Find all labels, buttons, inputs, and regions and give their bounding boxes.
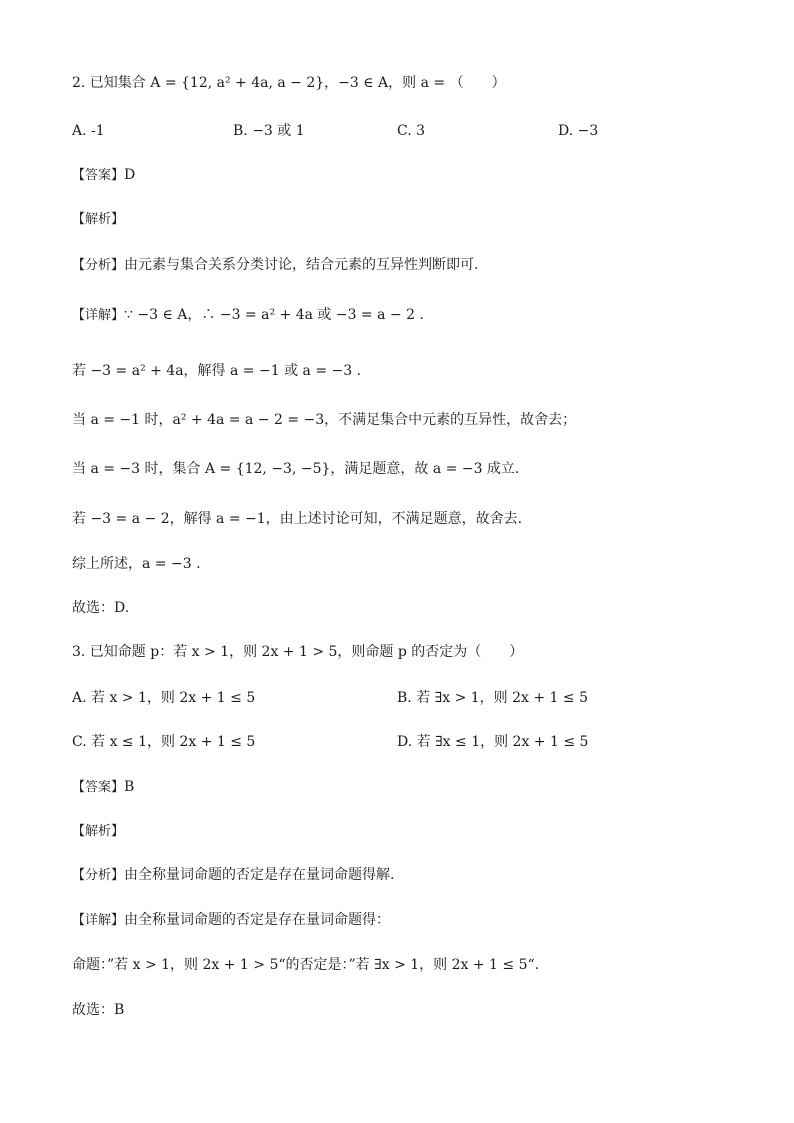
fenxi-label: 【分析】 bbox=[72, 868, 125, 883]
q2-line-1: 若 −3 = a² + 4a，解得 a = −1 或 a = −3 . bbox=[72, 363, 362, 379]
q3-option-d: D. 若 ∃x ≤ 1，则 2x + 1 ≤ 5 bbox=[397, 734, 589, 750]
q2-answer bbox=[72, 166, 135, 185]
q2-stem: 2. 已知集合 A = {12, a² + 4a, a − 2}，−3 ∈ A，则 a = （ ） bbox=[72, 75, 506, 91]
analysis-label: 【解析】 bbox=[72, 824, 125, 839]
q2-line-4: 若 −3 = a − 2，解得 a = −1，由上述讨论可知，不满足题意，故舍去. bbox=[72, 511, 523, 527]
answer-value: D bbox=[124, 167, 136, 183]
fenxi-text: 由元素与集合关系分类讨论，结合元素的互异性判断即可. bbox=[124, 257, 479, 273]
q2-analysis-label bbox=[72, 210, 124, 229]
detail-text: 由全称量词命题的否定是存在量词命题得： bbox=[124, 912, 391, 928]
q3-stem: 3. 已知命题 p：若 x > 1，则 2x + 1 > 5，则命题 p 的否定为（ ） bbox=[72, 644, 524, 660]
q3-detail bbox=[72, 911, 390, 930]
q2-option-a: A. -1 bbox=[72, 123, 105, 139]
answer-label: 【答案】 bbox=[72, 168, 125, 183]
q2-option-c: C. 3 bbox=[397, 123, 426, 139]
q3-analysis-label bbox=[72, 822, 124, 841]
detail-label: 【详解】 bbox=[72, 913, 125, 928]
q3-line-2: 故选：B bbox=[72, 1002, 125, 1018]
analysis-label: 【解析】 bbox=[72, 212, 125, 227]
fenxi-label: 【分析】 bbox=[72, 258, 125, 273]
q3-option-b: B. 若 ∃x > 1，则 2x + 1 ≤ 5 bbox=[397, 690, 588, 706]
q2-fenxi bbox=[72, 256, 478, 275]
q2-option-d: D. −3 bbox=[558, 123, 599, 139]
q3-line-1: 命题：”若 x > 1，则 2x + 1 > 5“的否定是：”若 ∃x > 1，则 2x + 1 ≤ 5“. bbox=[72, 957, 540, 973]
q3-option-c: C. 若 x ≤ 1，则 2x + 1 ≤ 5 bbox=[72, 734, 256, 750]
q2-detail bbox=[72, 306, 424, 325]
q2-line-2: 当 a = −1 时，a² + 4a = a − 2 = −3，不满足集合中元素的互异性，故舍去； bbox=[72, 412, 577, 428]
q2-line-3: 当 a = −3 时，集合 A = {12, −3, −5}，满足题意，故 a = −3 成立. bbox=[72, 461, 520, 477]
q3-fenxi bbox=[72, 866, 394, 885]
answer-label: 【答案】 bbox=[72, 780, 125, 795]
q2-option-b: B. −3 或 1 bbox=[233, 123, 305, 139]
q3-option-a: A. 若 x > 1，则 2x + 1 ≤ 5 bbox=[72, 690, 256, 706]
q3-answer bbox=[72, 778, 134, 797]
fenxi-text: 由全称量词命题的否定是存在量词命题得解. bbox=[124, 867, 395, 883]
q2-line-6: 故选：D. bbox=[72, 600, 130, 616]
detail-text: ∵ −3 ∈ A，∴ −3 = a² + 4a 或 −3 = a − 2 . bbox=[124, 307, 424, 323]
answer-value: B bbox=[124, 779, 135, 795]
detail-label: 【详解】 bbox=[72, 308, 125, 323]
q2-line-5: 综上所述，a = −3 . bbox=[72, 556, 201, 572]
